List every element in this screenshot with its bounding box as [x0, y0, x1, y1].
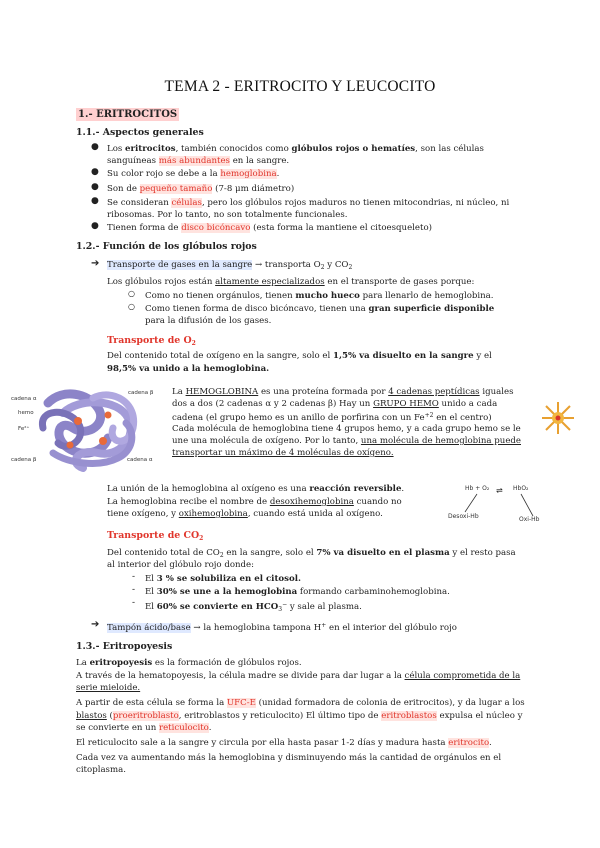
paragraph-line: A través de la hematopoyesis, la célula madre se divide para dar lugar a la célula comprometida de la	[76, 671, 521, 681]
paragraph-line: Cada vez va aumentando más la hemoglobina y disminuyendo más la cantidad de orgánulos en el	[76, 753, 502, 763]
figure-label: hemo	[18, 410, 34, 416]
paragraph-line: 98,5% va unido a la hemoglobina.	[107, 364, 270, 374]
section-heading-text: 1.- ERITROCITOS	[78, 109, 178, 120]
subsection-heading-funcion: 1.2.- Función de los glóbulos rojos	[76, 241, 257, 252]
bullet-dot: ●	[91, 221, 99, 231]
paragraph-line: se convierte en un reticulocito.	[76, 723, 212, 733]
sub-bullet-line: Como no tienen orgánulos, tienen mucho hueco para llenarlo de hemoglobina.	[145, 291, 494, 301]
paragraph-line: La hemoglobina recibe el nombre de desoxihemoglobina cuando no	[107, 497, 402, 507]
dash-line: El 60% se convierte en $HCO_3^-$ y sale al plasma.	[145, 601, 362, 613]
bullet-dot: ●	[91, 142, 99, 152]
figure-label: Fe²⁺	[18, 426, 30, 432]
dash-bullet: -	[132, 585, 136, 595]
paragraph-line: citoplasma.	[76, 765, 126, 775]
paragraph-line: Cada molécula de hemoglobina tiene 4 grupos hemo, y a cada grupo hemo se le	[172, 424, 521, 434]
paragraph-line: transportar un máximo de 4 moléculas de oxígeno.	[172, 448, 394, 458]
page-title: TEMA 2 - ERITROCITO Y LEUCOCITO	[164, 78, 436, 95]
bullet-dot: ●	[91, 167, 99, 177]
equation-product: HbO₂	[513, 485, 529, 492]
subsection-heading-eritropoyesis: 1.3.- Eritropoyesis	[76, 641, 173, 652]
arrow-line-transporte: Transporte de gases en la sangre → transporta $O_2$ y $CO_2$	[107, 260, 353, 271]
paragraph-line: A partir de esta célula se forma la UFC-E (unidad formadora de colonia de eritrocitos), y da lugar a los	[76, 698, 525, 708]
paragraph-line: serie mieloide.	[76, 683, 141, 693]
paragraph-line: Del contenido total de $CO_2$ en la sangre, solo el 7% va disuelto en el plasma y el resto pasa	[107, 548, 516, 559]
equation-reactants: Hb + O₂	[465, 485, 490, 492]
paragraph-line: La unión de la hemoglobina al oxígeno es una reacción reversible.	[107, 484, 405, 494]
paragraph-line: blastos (proeritroblasto, eritroblastos y reticulocito) El último tipo de eritroblastos expulsa el núcleo y	[76, 711, 523, 721]
paragraph-line: Del contenido total de oxígeno en la sangre, solo el 1,5% va disuelto en la sangre y el	[107, 351, 492, 361]
bullet-dot: ●	[91, 182, 99, 192]
bullet-line: Son de pequeño tamaño (7-8 μm diámetro)	[107, 184, 295, 194]
dash-bullet: -	[132, 598, 136, 608]
paragraph-line: tiene oxígeno, y oxihemoglobina, cuando está unida al oxígeno.	[107, 509, 383, 519]
arrow-icon: ➔	[91, 258, 100, 269]
dash-line: El 3 % se solubiliza en el citosol.	[145, 574, 301, 584]
sub-bullet-line: para la difusión de los gases.	[145, 316, 272, 326]
paragraph-line: dos a dos (2 cadenas α y 2 cadenas β) Hay un GRUPO HEMO unido a cada	[172, 399, 498, 409]
arrow-line-tampon: Tampón ácido/base → la hemoglobina tampona H+ en el interior del glóbulo rojo	[107, 622, 457, 633]
paragraph-line: La HEMOGLOBINA es una proteína formada por 4 cadenas peptídicas iguales	[172, 387, 514, 397]
figure-label: cadena β	[128, 390, 154, 396]
sub-bullet-line: Como tienen forma de disco bicóncavo, tienen una gran superficie disponible	[145, 304, 495, 314]
equation-label: Desoxi-Hb	[448, 513, 479, 520]
figure-label: cadena β	[11, 457, 37, 463]
dash-bullet: -	[132, 572, 136, 582]
bullet-line: Los eritrocitos, también conocidos como glóbulos rojos o hematíes, son las células	[107, 144, 484, 154]
paragraph-line: al interior del glóbulo rojo donde:	[107, 560, 255, 570]
bullet-line: Tienen forma de disco bicóncavo (esta forma la mantiene el citoesqueleto)	[107, 223, 432, 233]
section-heading-eritrocitos	[76, 109, 179, 121]
circle-bullet: ○	[128, 289, 135, 298]
heading-transporte-o2: Transporte de $O_2$	[107, 335, 196, 347]
subsection-heading-aspectos: 1.1.- Aspectos generales	[76, 127, 204, 138]
paragraph-line: cadena (el grupo hemo es un anillo de porfirina con un $Fe^{+2}$ en el centro)	[172, 412, 492, 423]
heading-transporte-co2: Transporte de $CO_2$	[107, 530, 204, 542]
bullet-line: Su color rojo se debe a la hemoglobina.	[107, 169, 280, 179]
paragraph-line: une una molécula de oxígeno. Por lo tanto, una molécula de hemoglobina puede	[172, 436, 521, 446]
arrow-icon: ➔	[91, 619, 100, 630]
paragraph-line: El reticulocito sale a la sangre y circula por ella hasta pasar 1-2 días y madura hasta eritrocito.	[76, 738, 492, 748]
bullet-line: sanguíneas más abundantes en la sangre.	[107, 156, 290, 166]
bullet-dot: ●	[91, 196, 99, 206]
paragraph-line: La eritropoyesis es la formación de glóbulos rojos.	[76, 658, 302, 668]
circle-bullet: ○	[128, 302, 135, 311]
paragraph-line: Los glóbulos rojos están altamente especializados en el transporte de gases porque:	[107, 277, 475, 287]
bullet-line: ribosomas. Por lo tanto, no son totalmente funcionales.	[107, 210, 348, 220]
equation-label: Oxi-Hb	[519, 516, 540, 523]
figure-label: cadena α	[11, 396, 37, 402]
heme-group-icon	[538, 398, 578, 438]
bullet-line: Se consideran células, pero los glóbulos rojos maduros no tienen mitocondrias, ni núcleo, ni	[107, 198, 510, 208]
equilibrium-arrow-icon: ⇌	[496, 486, 503, 495]
dash-line: El 30% se une a la hemoglobina formando carbaminohemoglobina.	[145, 587, 450, 597]
figure-label: cadena α	[127, 457, 153, 463]
